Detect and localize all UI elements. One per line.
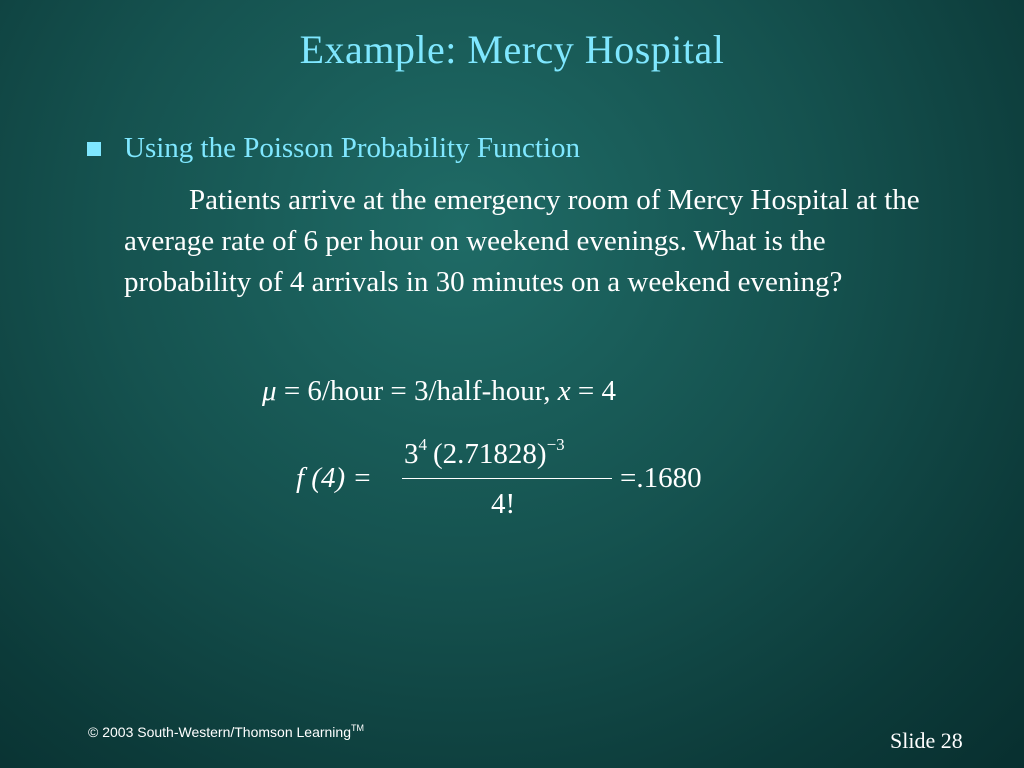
fraction-bar [402, 478, 612, 479]
problem-text: Patients arrive at the emergency room of Mercy Hospital at the average rate of 6 per hour on weekend evenings. What is the probability of 4 arrivals in 30 minutes on a weekend evening? [124, 184, 920, 298]
copyright-text: © 2003 South-Western/Thomson Learning [88, 724, 351, 740]
slide-title: Example: Mercy Hospital [299, 27, 725, 72]
mu-text: = 6/hour = 3/half-hour, [276, 375, 558, 407]
slide-number: Slide 28 [890, 728, 963, 753]
formula-numerator [404, 435, 565, 471]
trademark-mark: TM [351, 723, 364, 733]
bullet-heading: Using the Poisson Probability Function [124, 132, 580, 164]
numerator-base: 3 [404, 438, 419, 470]
x-symbol: x [557, 375, 571, 407]
copyright-footer [88, 724, 364, 740]
formula-lhs-text: f (4) = [296, 462, 372, 494]
formula-denominator: 4! [491, 488, 516, 520]
numerator-constant: (2.71828) [433, 438, 547, 470]
x-text: = 4 [570, 375, 617, 407]
numerator-exponent: 4 [418, 435, 427, 454]
mu-symbol: μ [262, 375, 277, 407]
formula-result: =.1680 [620, 462, 702, 494]
numerator-constant-exponent: −3 [546, 435, 565, 454]
formula-lhs [296, 462, 372, 495]
